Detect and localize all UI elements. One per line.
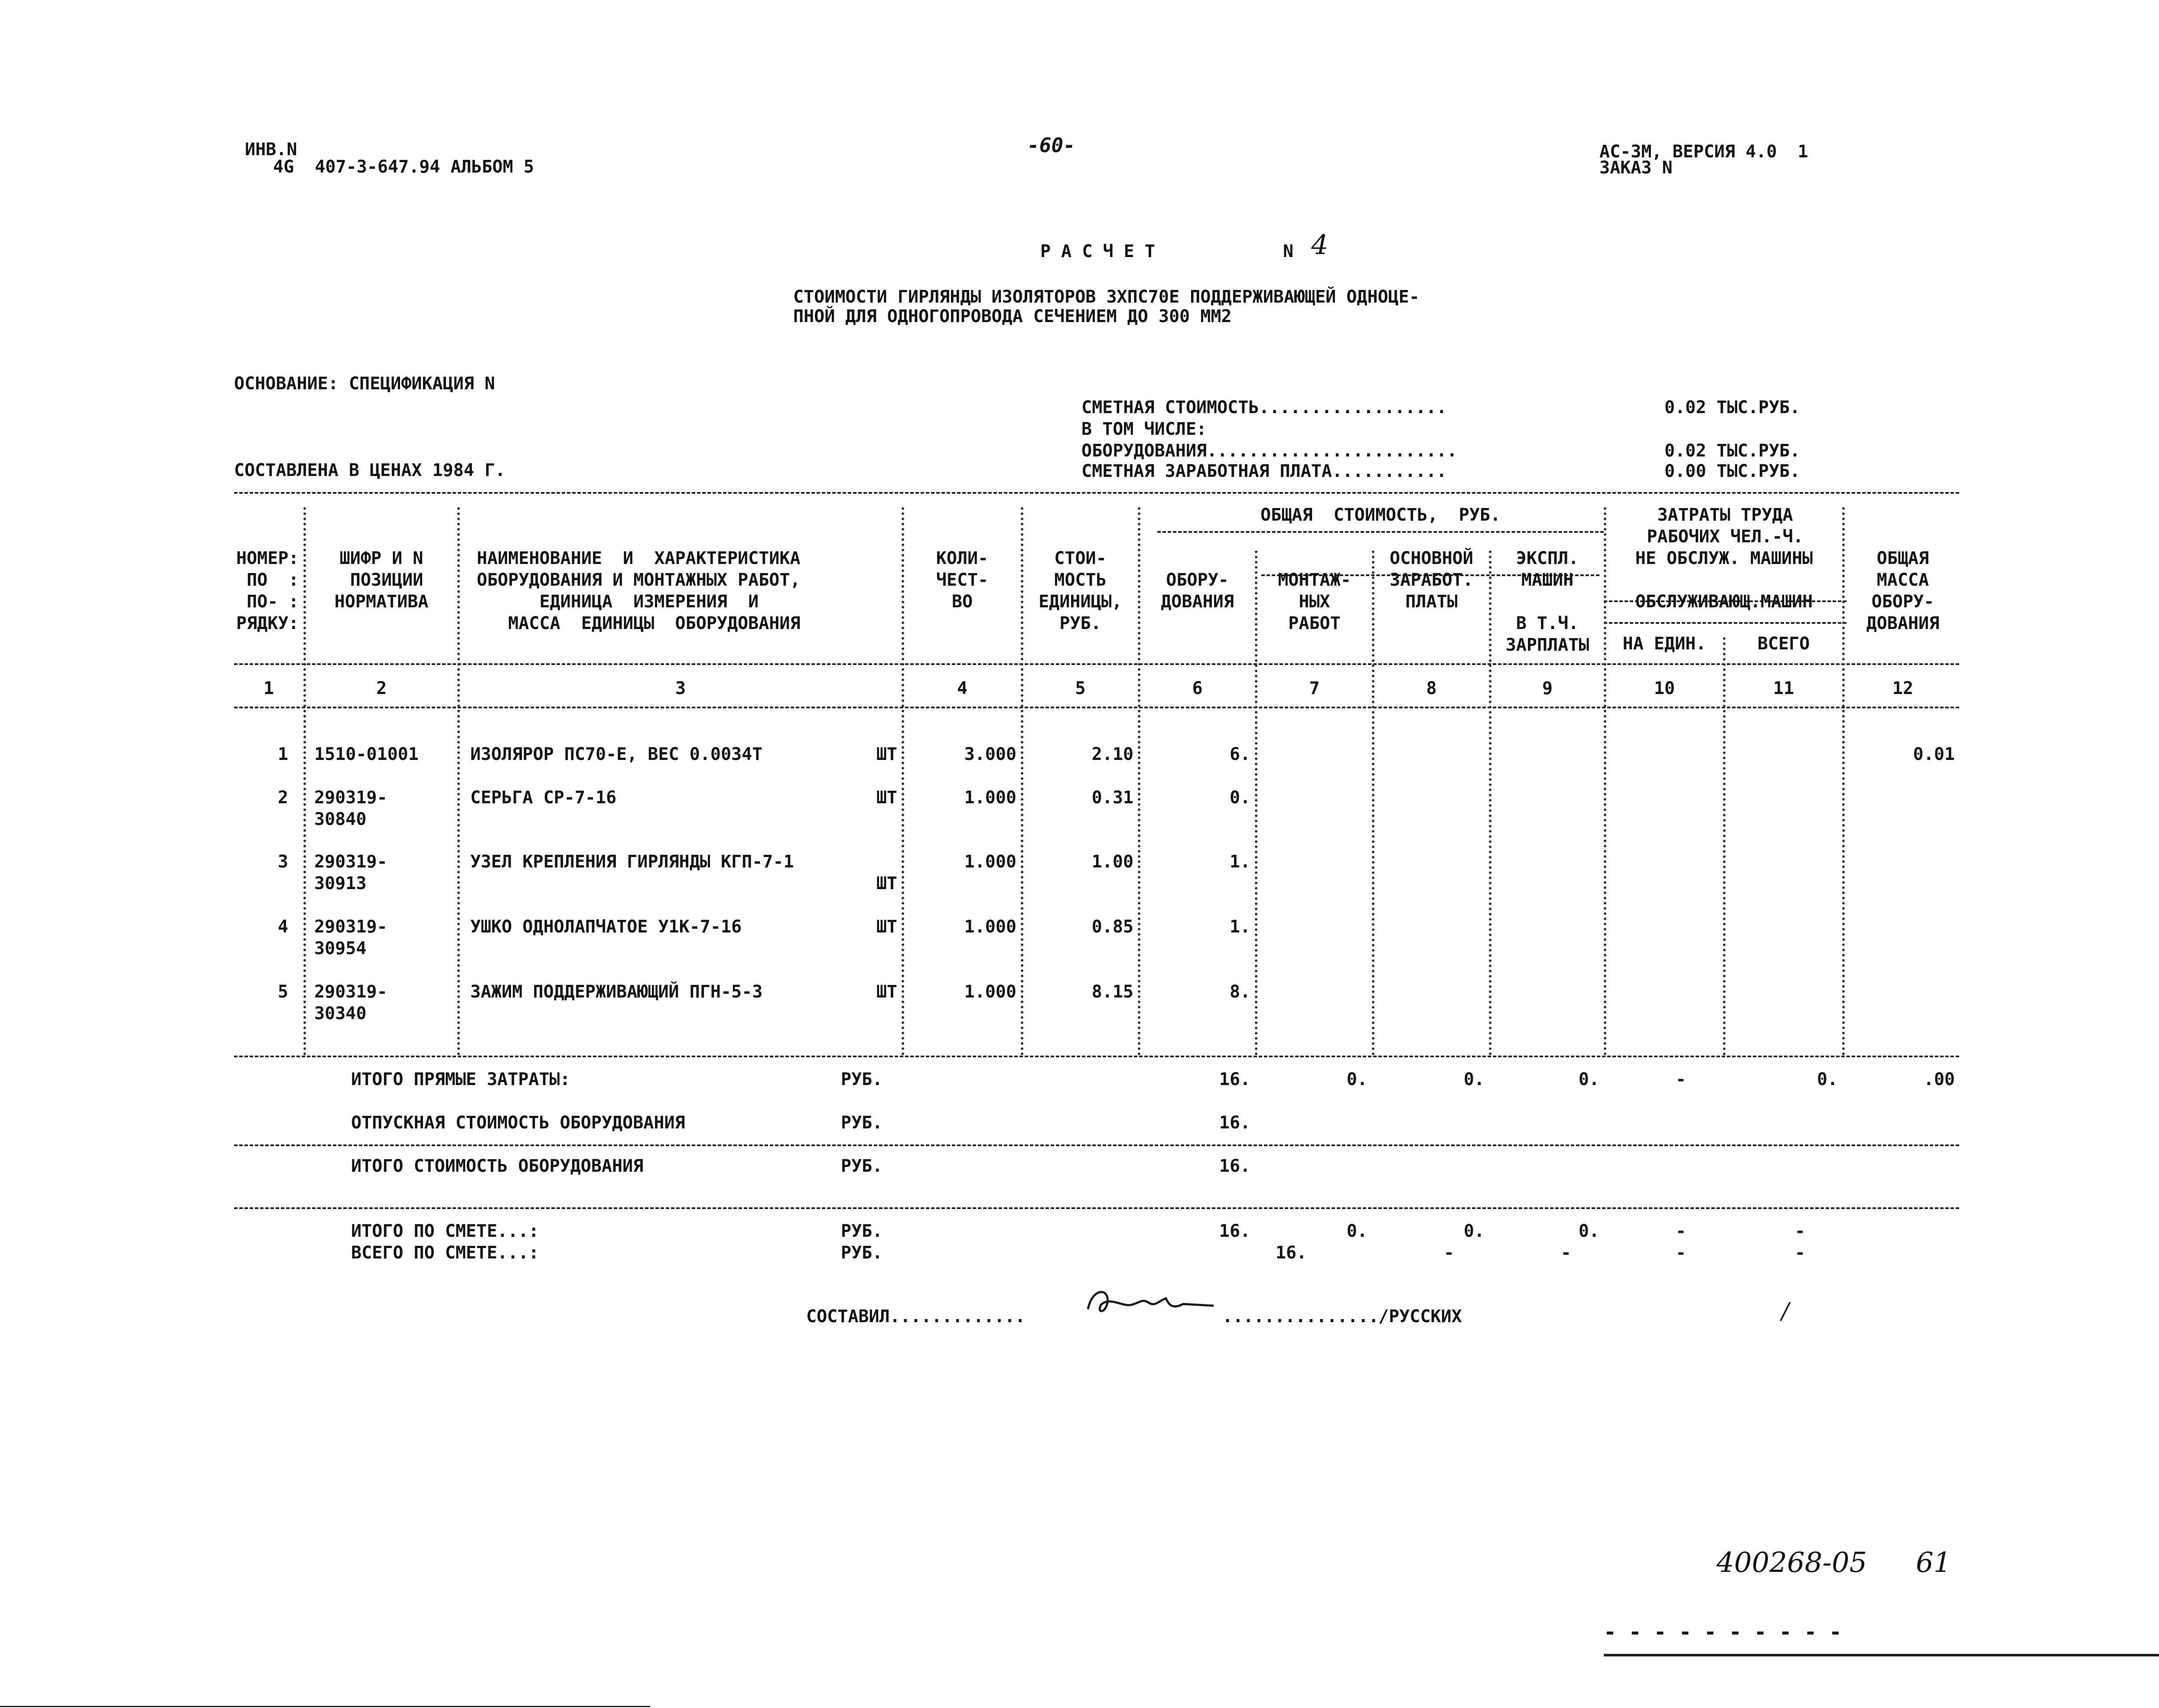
row-unit-cost: 0.31 xyxy=(1091,788,1133,808)
row-equipment-cost: 6. xyxy=(1229,744,1250,764)
grand-total-dash: - xyxy=(1675,1243,1686,1263)
separator-col10 xyxy=(1723,637,1726,1056)
header-col12: ОБЩАЯ МАССА ОБОРУ- ДОВАНИЯ xyxy=(1866,548,1940,633)
including-label: В ТОМ ЧИСЛЕ: xyxy=(1081,419,1207,439)
release-cost-value: 16. xyxy=(1219,1113,1250,1133)
equipment-total-rule xyxy=(234,1144,1959,1146)
basis-specification: ОСНОВАНИЕ: СПЕЦИФИКАЦИЯ N xyxy=(234,374,495,394)
estimate-total-wages: 0. xyxy=(1463,1221,1485,1241)
row-unit: ШТ xyxy=(876,917,897,937)
direct-costs-machines: 0. xyxy=(1578,1069,1599,1089)
row-unit: ШТ xyxy=(876,874,897,893)
row-name: УЗЕЛ КРЕПЛЕНИЯ ГИРЛЯНДЫ КГП-7-1 xyxy=(470,852,794,872)
release-cost-unit: РУБ. xyxy=(841,1113,883,1133)
row-name: ЗАЖИМ ПОДДЕРЖИВАЮЩИЙ ПГН-5-3 xyxy=(470,982,763,1002)
row-number: 3 xyxy=(277,852,288,872)
release-cost-label: ОТПУСКНАЯ СТОИМОСТЬ ОБОРУДОВАНИЯ xyxy=(351,1113,685,1133)
row-number: 2 xyxy=(277,788,288,808)
equipment-total-label: ИТОГО СТОИМОСТЬ ОБОРУДОВАНИЯ xyxy=(351,1156,644,1176)
header-col3: НАИМЕНОВАНИЕ И ХАРАКТЕРИСТИКА ОБОРУДОВАНИЯ И МОНТАЖНЫХ РАБОТ, ЕДИНИЦА ИЗМЕРЕНИЯ И МАССА ЕДИНИЦЫ ОБОРУДОВАНИЯ xyxy=(477,548,801,633)
row-equipment-cost: 1. xyxy=(1229,917,1250,937)
column-number: 11 xyxy=(1773,678,1794,698)
estimate-total-machines: 0. xyxy=(1578,1221,1599,1241)
equipment-total-value: 16. xyxy=(1219,1156,1250,1176)
estimated-cost-label: СМЕТНАЯ СТОИМОСТЬ.................. xyxy=(1081,398,1447,417)
prices-year: СОСТАВЛЕНА В ЦЕНАХ 1984 Г. xyxy=(234,460,506,480)
column-number: 5 xyxy=(1075,678,1086,698)
header-col2: ШИФР И N ПОЗИЦИИ НОРМАТИВА xyxy=(334,548,429,612)
row-code: 1510-01001 xyxy=(314,744,419,764)
calculation-number-label: N xyxy=(1283,241,1294,261)
column-number: 2 xyxy=(376,678,387,698)
column-number: 9 xyxy=(1542,678,1553,698)
document-code: 4G 407-3-647.94 АЛЬБОМ 5 xyxy=(273,157,534,177)
grand-total-dash: - xyxy=(1560,1243,1571,1263)
row-number: 4 xyxy=(277,917,288,937)
column-number: 10 xyxy=(1654,678,1675,698)
row-code: 290319- xyxy=(314,788,388,808)
header-col4: КОЛИ- ЧЕСТ- ВО xyxy=(936,548,989,612)
footer-dashes: - - - - - - - - - - xyxy=(1604,1620,1842,1644)
table-top-rule xyxy=(234,492,1959,494)
row-equipment-cost: 0. xyxy=(1229,788,1250,808)
row-quantity: 1.000 xyxy=(964,917,1016,937)
grand-total-unit: РУБ. xyxy=(841,1243,883,1263)
header-col10-11-mid: ОБСЛУЖИВАЮЩ.МАШИН xyxy=(1635,592,1813,612)
wages-value: 0.00 ТЫС.РУБ. xyxy=(1664,461,1801,481)
direct-costs-unit: РУБ. xyxy=(841,1069,883,1089)
direct-costs-equipment: 16. xyxy=(1219,1069,1250,1089)
subject-line-2: ПНОЙ ДЛЯ ОДНОГОПРОВОДА СЕЧЕНИЕМ ДО 300 ММ2 xyxy=(793,306,1232,326)
subject-line-1: СТОИМОСТИ ГИРЛЯНДЫ ИЗОЛЯТОРОВ ЗХПС70Е ПОДДЕРЖИВАЮЩЕЙ ОДНОЦЕ- xyxy=(793,287,1420,307)
estimate-total-labor-total: - xyxy=(1794,1221,1805,1241)
row-code: 290319- xyxy=(314,852,388,872)
row-name: УШКО ОДНОЛАПЧАТОЕ У1К-7-16 xyxy=(470,917,742,937)
row-name: ИЗОЛЯРОР ПС70-Е, ВЕС 0.0034Т xyxy=(470,744,763,764)
estimate-total-unit: РУБ. xyxy=(841,1221,883,1241)
row-unit: ШТ xyxy=(876,744,897,764)
column-number: 4 xyxy=(957,678,968,698)
separator-col9 xyxy=(1604,507,1606,1056)
header-bottom-rule xyxy=(234,663,1959,665)
estimate-total-rule xyxy=(234,1207,1959,1209)
separator-col8 xyxy=(1489,551,1491,1056)
calculation-number: 4 xyxy=(1311,229,1329,261)
column-number: 12 xyxy=(1892,678,1914,698)
archive-sheet-number: 61 xyxy=(1916,1547,1951,1579)
header-group-labor: ЗАТРАТЫ ТРУДА РАБОЧИХ ЧЕЛ.-Ч. xyxy=(1647,505,1804,547)
inventory-label: ИНВ.N xyxy=(245,140,297,160)
row-quantity: 1.000 xyxy=(964,982,1016,1002)
labor-rule-2 xyxy=(1604,622,1846,624)
row-mass: 0.01 xyxy=(1913,744,1955,764)
grand-total-dash: - xyxy=(1794,1243,1805,1263)
direct-costs-wages: 0. xyxy=(1463,1069,1485,1089)
row-unit: ШТ xyxy=(876,788,897,808)
group-total-rule xyxy=(1157,531,1604,533)
row-code: 290319- xyxy=(314,982,388,1002)
header-col9-bottom: В Т.Ч. ЗАРПЛАТЫ xyxy=(1505,613,1589,655)
grand-total-label: ВСЕГО ПО СМЕТЕ...: xyxy=(351,1243,539,1263)
equipment-total-unit: РУБ. xyxy=(841,1156,883,1176)
column-numbers-rule xyxy=(234,707,1959,708)
column-number: 1 xyxy=(263,678,274,698)
header-col10-11-top: НЕ ОБСЛУЖ. МАШИНЫ xyxy=(1635,548,1813,568)
row-code: 290319- xyxy=(314,917,388,937)
estimate-total-equipment: 16. xyxy=(1219,1221,1250,1241)
separator-col1 xyxy=(303,507,306,1056)
header-col9-top: ЭКСПЛ. МАШИН xyxy=(1516,548,1579,590)
separator-col11 xyxy=(1842,507,1845,1056)
compiled-by-dots: ............... xyxy=(1222,1307,1379,1327)
direct-costs-labor-unit: - xyxy=(1675,1069,1686,1089)
row-unit-cost: 8.15 xyxy=(1091,982,1133,1002)
slash-mark: / xyxy=(1781,1298,1789,1324)
header-col5: СТОИ- МОСТЬ ЕДИНИЦЫ, РУБ. xyxy=(1039,548,1122,633)
body-bottom-rule xyxy=(234,1056,1959,1057)
header-col6: ОБОРУ- ДОВАНИЯ xyxy=(1161,570,1234,612)
header-group-total: ОБЩАЯ СТОИМОСТЬ, РУБ. xyxy=(1260,505,1501,525)
separator-col6 xyxy=(1255,551,1257,1056)
header-col1: НОМЕР: ПО : ПО- : РЯДКУ: xyxy=(236,548,299,633)
estimate-total-installation: 0. xyxy=(1346,1221,1368,1241)
separator-col2 xyxy=(457,507,460,1056)
grand-total-dash: - xyxy=(1443,1243,1454,1263)
direct-costs-labor-total: 0. xyxy=(1817,1069,1838,1089)
row-quantity: 1.000 xyxy=(964,788,1016,808)
page-number: -60- xyxy=(1027,134,1075,157)
estimate-total-labor-unit: - xyxy=(1675,1221,1686,1241)
row-quantity: 1.000 xyxy=(964,852,1016,872)
grand-total-value: 16. xyxy=(1275,1243,1307,1263)
row-unit-cost: 0.85 xyxy=(1091,917,1133,937)
header-col11: ВСЕГО xyxy=(1757,634,1810,654)
equipment-value: 0.02 ТЫС.РУБ. xyxy=(1664,441,1801,461)
separator-col7 xyxy=(1372,551,1374,1056)
column-number: 3 xyxy=(675,678,686,698)
row-unit-cost: 1.00 xyxy=(1091,852,1133,872)
estimated-cost-value: 0.02 ТЫС.РУБ. xyxy=(1664,398,1801,417)
compiled-by-label: СОСТАВИЛ............. xyxy=(806,1307,1026,1327)
direct-costs-installation: 0. xyxy=(1346,1069,1368,1089)
row-code-continued: 30840 xyxy=(314,809,367,829)
archive-number: 400268-05 xyxy=(1716,1547,1867,1579)
row-name: СЕРЬГА СР-7-16 xyxy=(470,788,617,808)
row-code-continued: 30340 xyxy=(314,1004,367,1023)
program-version: АС-3М, ВЕРСИЯ 4.0 1 xyxy=(1599,142,1808,162)
row-quantity: 3.000 xyxy=(964,744,1016,764)
order-label: ЗАКАЗ N xyxy=(1599,158,1673,178)
column-number: 8 xyxy=(1426,678,1437,698)
separator-col3 xyxy=(902,507,904,1056)
wages-label: СМЕТНАЯ ЗАРАБОТНАЯ ПЛАТА........... xyxy=(1081,461,1447,481)
header-col8: ОСНОВНОЙ ЗАРАБОТ. ПЛАТЫ xyxy=(1390,548,1473,612)
row-number: 5 xyxy=(277,982,288,1002)
separator-col5 xyxy=(1138,507,1140,1056)
direct-costs-label: ИТОГО ПРЯМЫЕ ЗАТРАТЫ: xyxy=(351,1069,570,1089)
estimate-total-label: ИТОГО ПО СМЕТЕ...: xyxy=(351,1221,539,1241)
column-number: 6 xyxy=(1192,678,1203,698)
footer-rule xyxy=(1604,1654,2159,1656)
direct-costs-mass: .00 xyxy=(1923,1069,1955,1089)
compiled-by-name: /РУССКИХ xyxy=(1378,1307,1462,1327)
row-code-continued: 30913 xyxy=(314,874,367,893)
equipment-label: ОБОРУДОВАНИЯ........................ xyxy=(1081,441,1457,461)
column-number: 7 xyxy=(1309,678,1320,698)
signature xyxy=(1084,1283,1222,1322)
row-equipment-cost: 1. xyxy=(1229,852,1250,872)
row-unit-cost: 2.10 xyxy=(1091,744,1133,764)
separator-col4 xyxy=(1021,507,1023,1056)
calculation-label: Р А С Ч Е Т xyxy=(1040,241,1155,261)
row-number: 1 xyxy=(277,744,288,764)
row-equipment-cost: 8. xyxy=(1229,982,1250,1002)
header-col7: МОНТАЖ- НЫХ РАБОТ xyxy=(1278,570,1351,633)
header-col10: НА ЕДИН. xyxy=(1622,634,1706,654)
row-unit: ШТ xyxy=(876,982,897,1002)
row-code-continued: 30954 xyxy=(314,939,367,958)
bottom-edge-rule xyxy=(0,1706,650,1707)
